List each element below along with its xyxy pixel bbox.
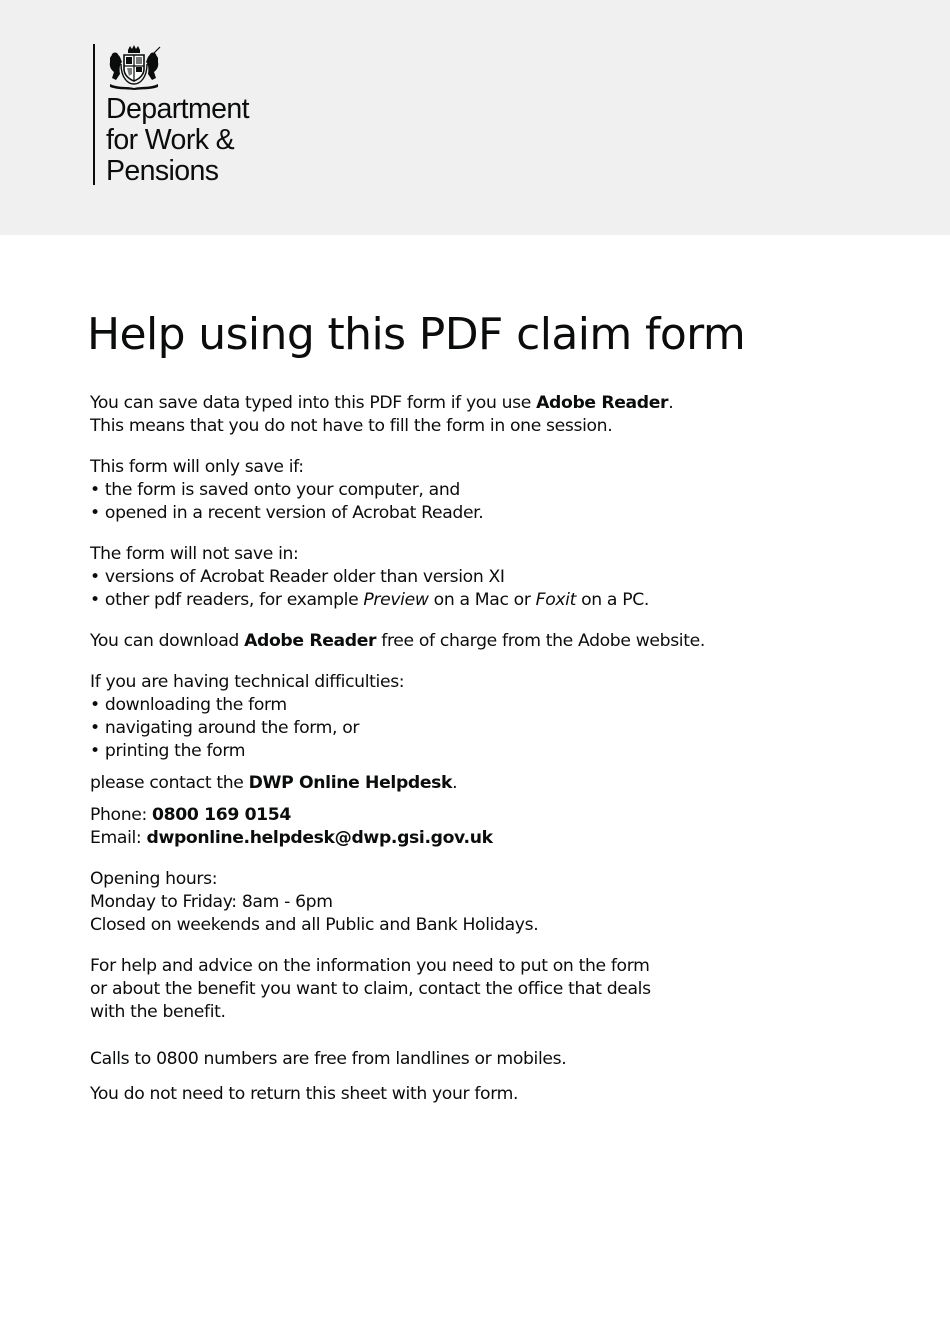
foxit-italic: Foxit [535, 590, 576, 610]
royal-coat-of-arms-icon [106, 44, 162, 90]
logo-line-pensions: Pensions [106, 155, 219, 187]
advice-line: with the benefit. [90, 1002, 226, 1022]
not-save-item-text: • other pdf readers, for example [90, 590, 364, 610]
tech-item: • printing the form [90, 741, 246, 761]
email-address: dwponline.helpdesk@dwp.gsi.gov.uk [146, 828, 493, 848]
not-save-heading: The form will not save in: [90, 544, 299, 564]
phone-label: Phone: [90, 805, 153, 825]
tech-item: • navigating around the form, or [90, 718, 360, 738]
advice-line: or about the benefit you want to claim, contact the office that deals [90, 979, 651, 999]
phone-number: 0800 169 0154 [152, 805, 292, 825]
save-if-item: • opened in a recent version of Acrobat Reader. [90, 503, 484, 523]
help-content [90, 392, 910, 1106]
logo-line-for-work: for Work & [106, 124, 235, 156]
intro-text: You can save data typed into this PDF form if you use [90, 393, 537, 413]
hours-weekdays: Monday to Friday: 8am - 6pm [90, 892, 333, 912]
dwp-logo-text [106, 94, 249, 187]
not-save-item [90, 589, 910, 612]
email-line [90, 827, 910, 850]
adobe-reader-bold: Adobe Reader [536, 393, 669, 413]
calls-note: Calls to 0800 numbers are free from landlines or mobiles. [90, 1049, 567, 1069]
not-save-item: • versions of Acrobat Reader older than version XI [90, 567, 505, 587]
contact-text: please contact the [90, 773, 249, 793]
adobe-reader-bold: Adobe Reader [244, 631, 377, 651]
phone-line [90, 804, 910, 827]
page-title: Help using this PDF claim form [87, 309, 746, 360]
preview-italic: Preview [363, 590, 429, 610]
not-save-item-text: on a Mac or [428, 590, 536, 610]
tech-item: • downloading the form [90, 695, 287, 715]
intro-line-1 [90, 392, 910, 415]
not-save-item-text: on a PC. [576, 590, 650, 610]
save-if-item: • the form is saved onto your computer, and [90, 480, 460, 500]
download-line [90, 630, 910, 653]
advice-line: For help and advice on the information you need to put on the form [90, 956, 650, 976]
page-header [0, 0, 950, 235]
intro-line-2: This means that you do not have to fill the form in one session. [90, 416, 613, 436]
save-if-heading: This form will only save if: [90, 457, 304, 477]
dwp-logo [93, 44, 295, 185]
return-note: You do not need to return this sheet with your form. [90, 1084, 519, 1104]
email-label: Email: [90, 828, 147, 848]
contact-line [90, 772, 910, 795]
intro-period: . [668, 393, 674, 413]
contact-period: . [452, 773, 458, 793]
tech-heading: If you are having technical difficulties: [90, 672, 405, 692]
hours-heading: Opening hours: [90, 869, 218, 889]
download-text: free of charge from the Adobe website. [376, 631, 705, 651]
hours-closed: Closed on weekends and all Public and Bank Holidays. [90, 915, 539, 935]
logo-line-department: Department [106, 93, 249, 125]
download-text: You can download [90, 631, 245, 651]
helpdesk-name: DWP Online Helpdesk [248, 773, 453, 793]
